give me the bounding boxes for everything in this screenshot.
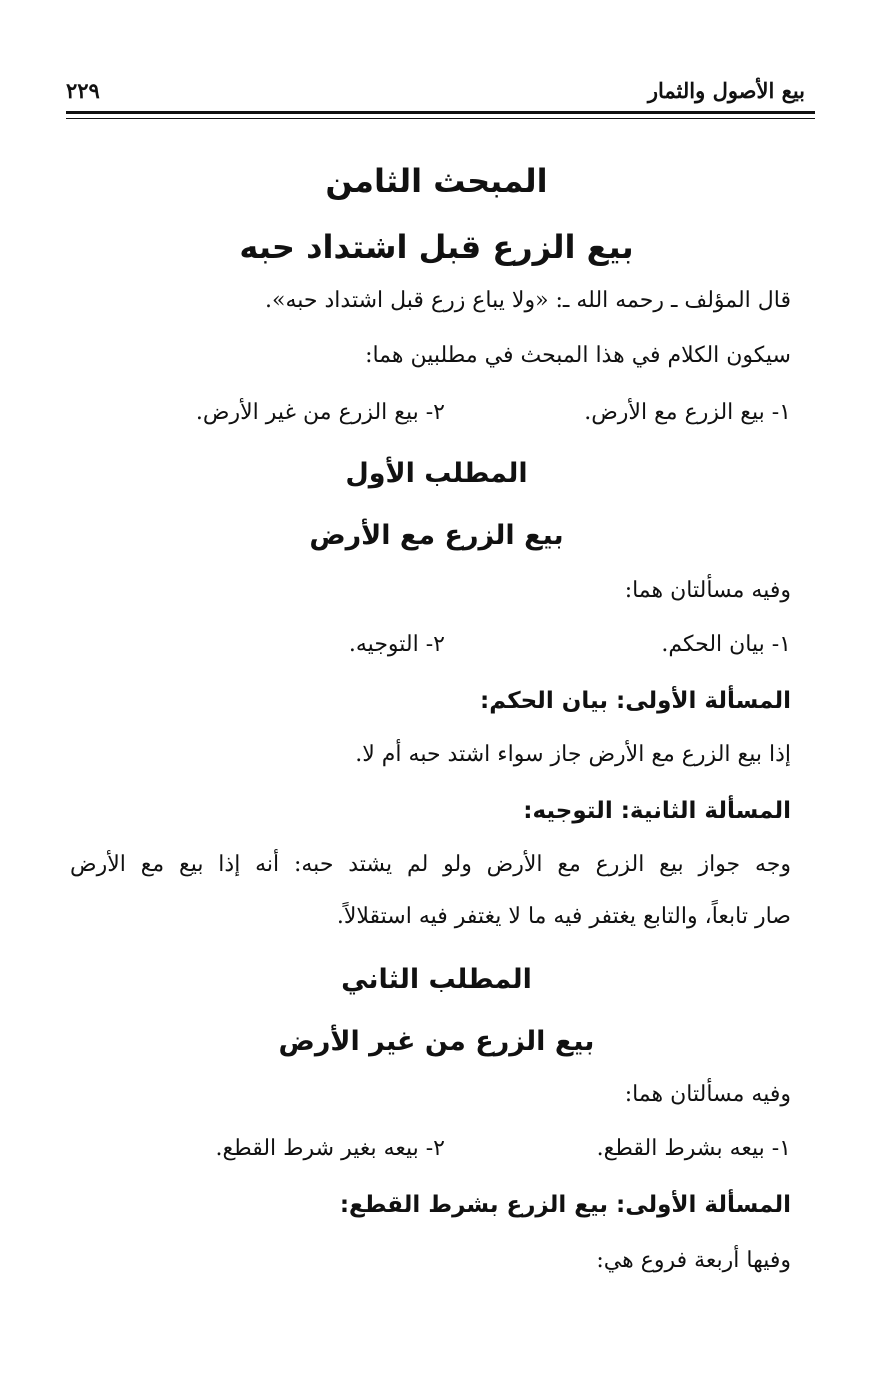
intro-lead: سيكون الكلام في هذا المبحث في مطلبين هما: [365,343,791,368]
part1-question1-heading: المسألة الأولى: بيان الحكم: [480,688,791,714]
part2-title: بيع الزرع من غير الأرض [278,1026,595,1057]
part1-label: المطلب الأول [345,458,528,489]
part1-question2-text-line2: صار تابعاً، والتابع يغتفر فيه ما لا يغتفر فيه استقلالاً. [336,904,791,929]
part2-question1-text: وفيها أربعة فروع هي: [596,1248,791,1273]
author-quote: قال المؤلف ـ رحمه الله ـ: «ولا يباع زرع قبل اشتداد حبه». [265,288,791,313]
part1-question2-text-line1: وجه جواز بيع الزرع مع الأرض ولو لم يشتد حبه: أنه إذا بيع مع الأرض [70,852,791,877]
page-number: ٢٢٩ [66,78,100,103]
intro-item-2: ٢- بيع الزرع من غير الأرض. [195,400,445,425]
running-head [66,78,805,108]
intro-item-1: ١- بيع الزرع مع الأرض. [584,400,791,425]
header-rule-thick [66,111,815,114]
part2-item-1: ١- بيعه بشرط القطع. [596,1136,791,1161]
part1-title: بيع الزرع مع الأرض [309,520,564,551]
header-rule-thin [66,118,815,119]
running-head-title: بيع الأصول والثمار [647,78,805,103]
part1-lead: وفيه مسألتان هما: [624,578,791,603]
part1-question1-text: إذا بيع الزرع مع الأرض جاز سواء اشتد حبه أم لا. [355,742,791,767]
section-label: المبحث الثامن [325,162,548,200]
part2-question1-heading: المسألة الأولى: بيع الزرع بشرط القطع: [339,1192,791,1218]
section-title: بيع الزرع قبل اشتداد حبه [239,228,634,266]
part2-item-2: ٢- بيعه بغير شرط القطع. [215,1136,445,1161]
part1-item-2: ٢- التوجيه. [348,632,445,657]
part2-label: المطلب الثاني [341,964,532,995]
part1-item-1: ١- بيان الحكم. [661,632,791,657]
part1-question2-heading: المسألة الثانية: التوجيه: [523,798,791,824]
part2-lead: وفيه مسألتان هما: [624,1082,791,1107]
